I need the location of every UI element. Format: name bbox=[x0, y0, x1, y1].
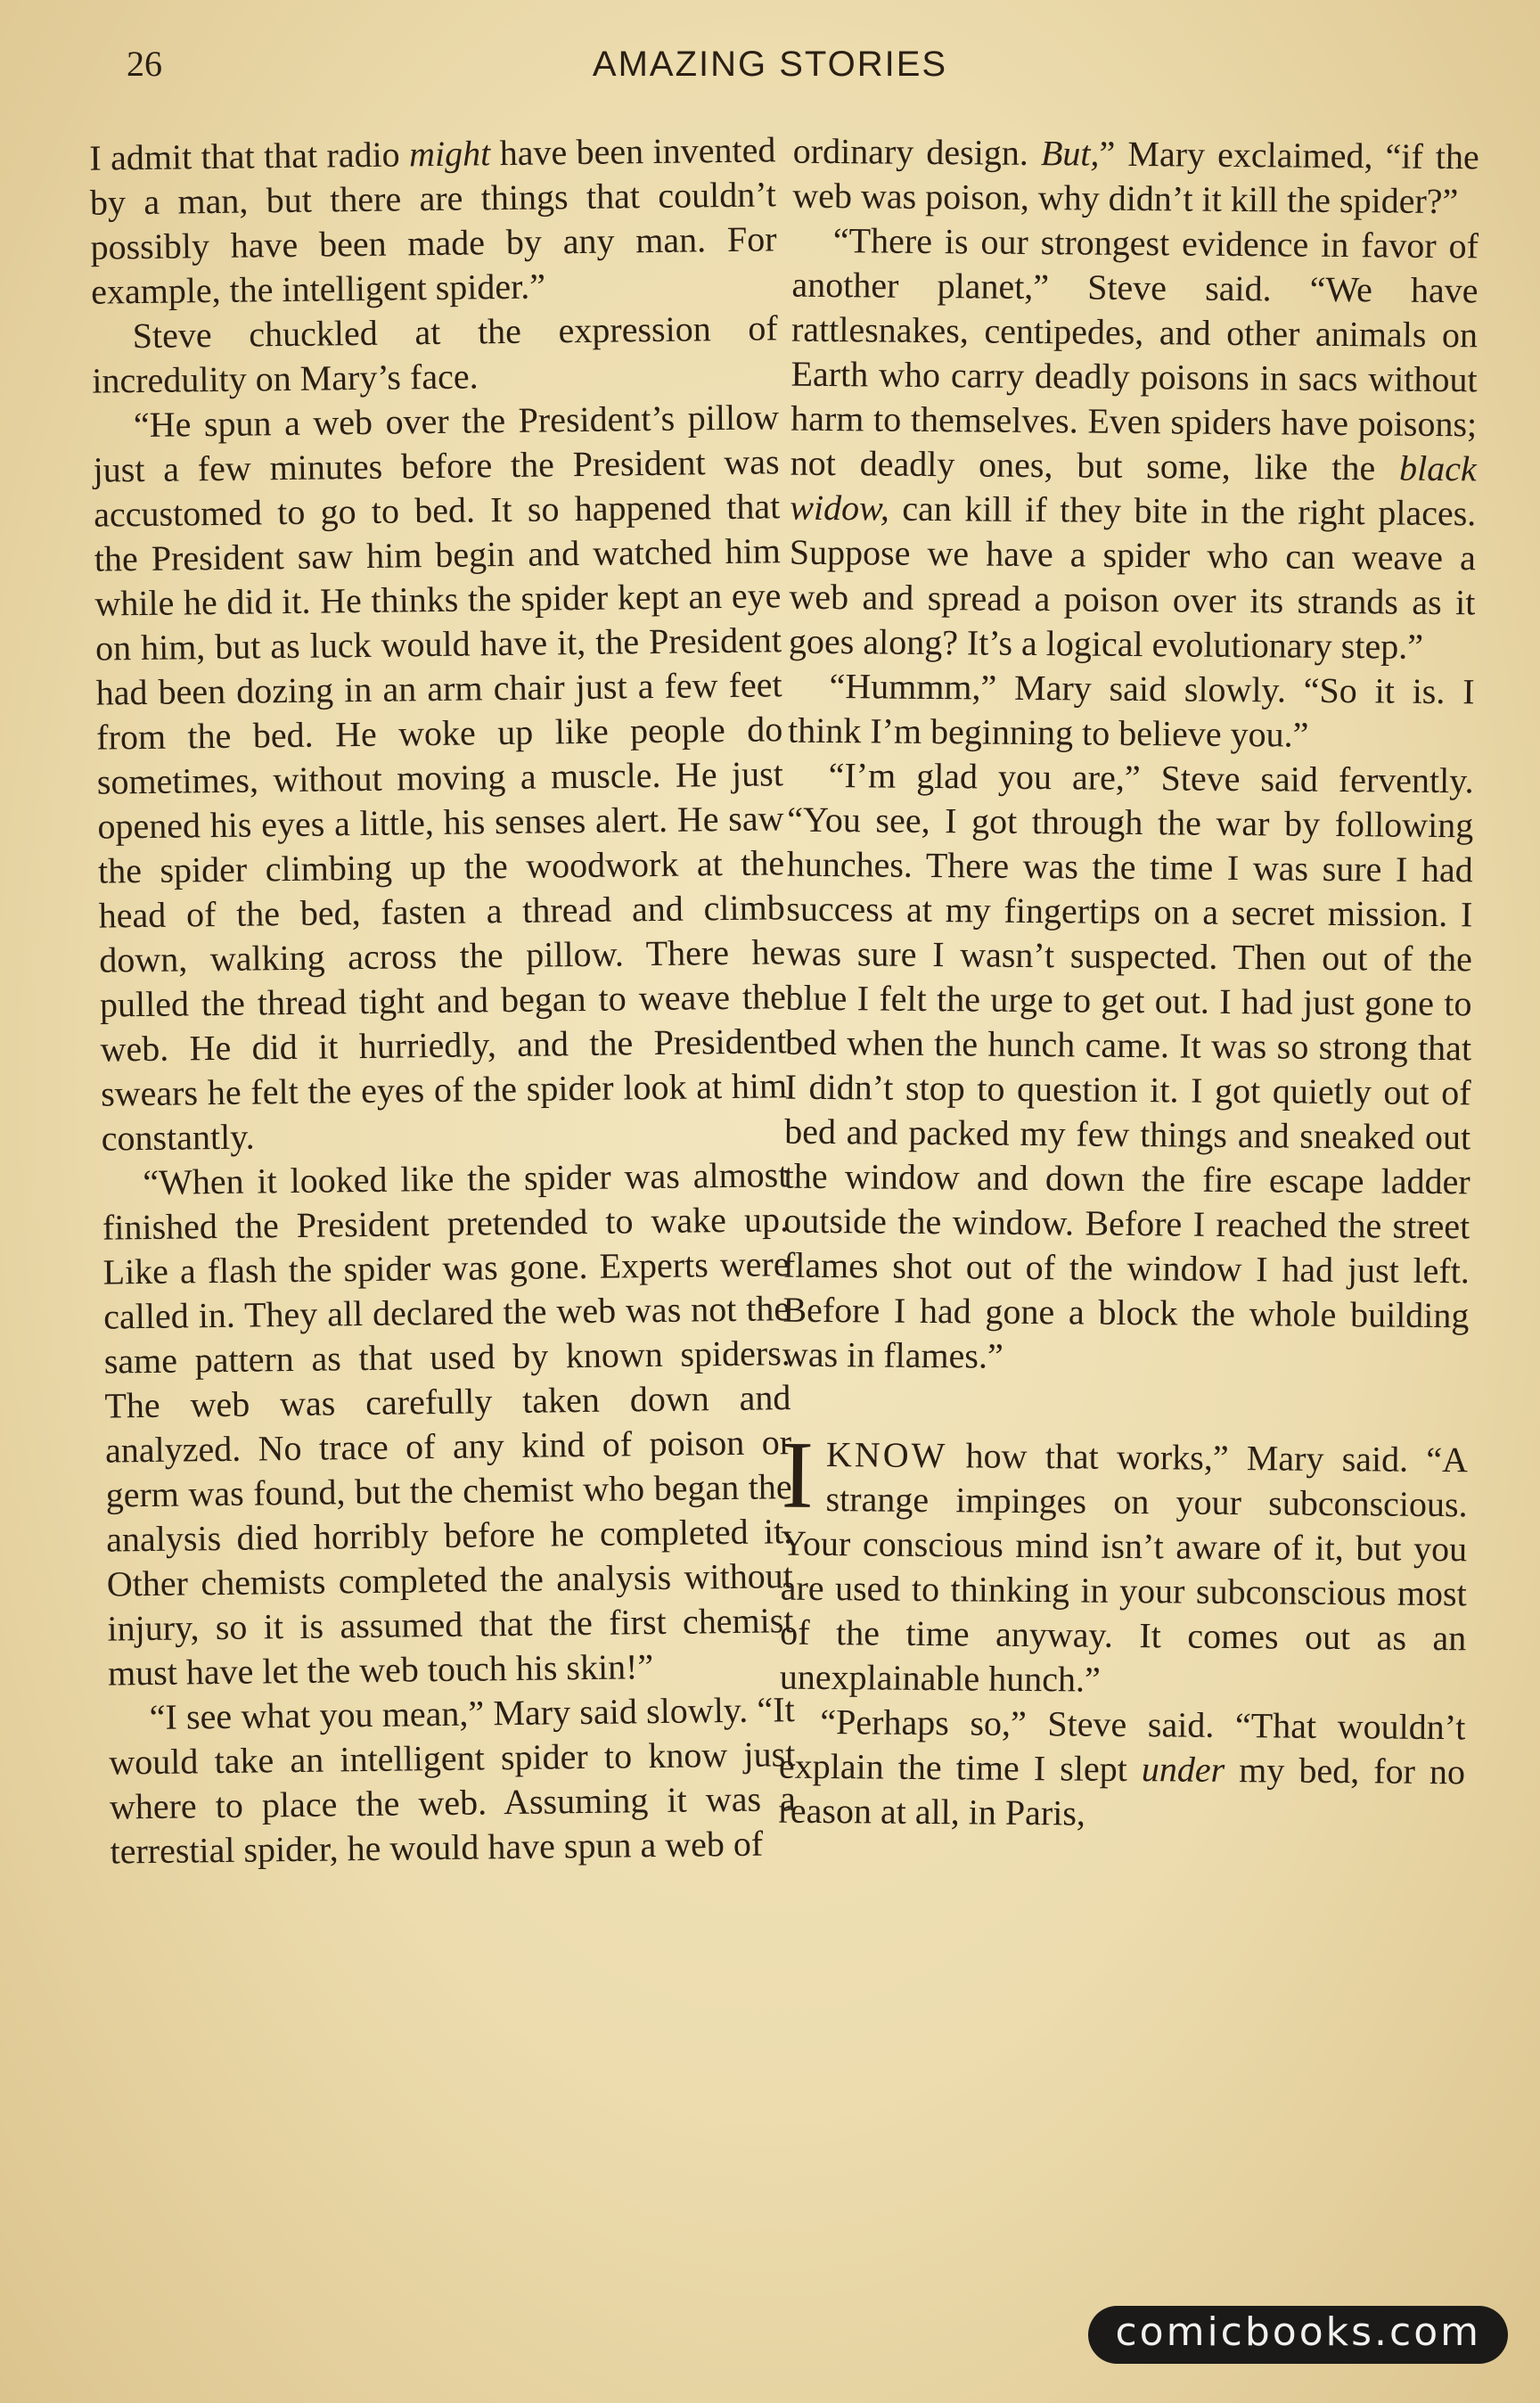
paragraph: IKNOW how that works,” Mary said. “A strange impinges on your subconscious. Your conscious mind isn’t aware of it, but you are used to thinking in your subconscious most of the time anyway. It comes out as an unexplainable hunch.” bbox=[779, 1422, 1469, 1700]
paragraph: “Perhaps so,” Steve said. “That wouldn’t explain the time I slept under my bed, for no reason at all, in Paris, bbox=[778, 1701, 1466, 1833]
paragraph: “He spun a web over the President’s pillow just a few minutes before the President was accustomed to go to bed. It so happened that the President saw him begin and watched him while he did it. He thinks the spider kept an eye on him, but as luck would have it, the President had been dozing in an arm chair just a few feet from the bed. He woke up like people do sometimes, without moving a muscle. He just opened his eyes a little, his senses alert. He saw the spider climbing up the woodwork at the head of the bed, fasten a thread and climb down, walking across the pillow. There he pulled the thread tight and began to weave the web. He did it hurriedly, and the President swears he felt the eyes of the spider look at him constantly. bbox=[93, 397, 788, 1159]
page-header bbox=[0, 43, 1540, 96]
paragraph: “I’m glad you are,” Steve said fervently. “You see, I got through the war by following hunches. There was the time I was sure I had success at my fingertips on a secret mission. I was sure I wasn’t suspected. Then out of the blue I felt the urge to get out. I had just gone to bed when the hunch came. It was so strong that I didn’t stop to question it. I got quietly out of bed and packed my few things and sneaked out the window and down the fire escape ladder outside the window. Before I reached the street flames shot out of the window I had just left. Before I had gone a block the whole building was in flames.” bbox=[782, 755, 1474, 1376]
paragraph: I admit that that radio might have been invented by a man, but there are things that couldn’t possibly have been made by any man. For example, the intelligent spider.” bbox=[89, 129, 777, 312]
paragraph: ordinary design. But,” Mary exclaimed, “if the web was poison, why didn’t it kill the spider?” bbox=[792, 130, 1479, 222]
right-column bbox=[778, 129, 1479, 1840]
paragraph: Steve chuckled at the expression of incredulity on Mary’s face. bbox=[92, 308, 778, 401]
page-number: 26 bbox=[127, 44, 162, 84]
section-break bbox=[782, 1377, 1469, 1439]
paragraph: “When it looked like the spider was almost finished the President pretended to wake up. Like a flash the spider was gone. Experts were called in. They all declared the web was not the same pattern as that used by known spiders. The web was carefully taken down and analyzed. No trace of any kind of poison or germ was found, but the chemist who began the analysis died horribly before he completed it. Other chemists completed the analysis without injury, so it is assumed that the first chemist must have let the web touch his skin!” bbox=[102, 1154, 794, 1694]
magazine-title: AMAZING STORIES bbox=[592, 45, 948, 84]
paragraph: “There is our strongest evidence in favor of another planet,” Steve said. “We have rattlesnakes, centipedes, and other animals on Earth who carry deadly poisons in sacs without harm to themselves. Even spiders have poisons; not deadly ones, but some, like the black widow, can kill if they bite in the right places. Suppose we have a spider who can weave a web and spread a poison over its strands as it goes along? It’s a logical evolutionary step.” bbox=[788, 220, 1479, 667]
paragraph: “Hummm,” Mary said slowly. “So it is. I think I’m beginning to believe you.” bbox=[787, 666, 1475, 755]
paragraph: “I see what you mean,” Mary said slowly. “It would take an intelligent spider to know just where to place the web. Assuming it was a terrestial spider, he would have spun a web of bbox=[109, 1689, 797, 1872]
site-watermark: comicbooks.com bbox=[1088, 2306, 1508, 2364]
drop-cap: I bbox=[781, 1422, 815, 1529]
left-column bbox=[89, 127, 797, 1874]
